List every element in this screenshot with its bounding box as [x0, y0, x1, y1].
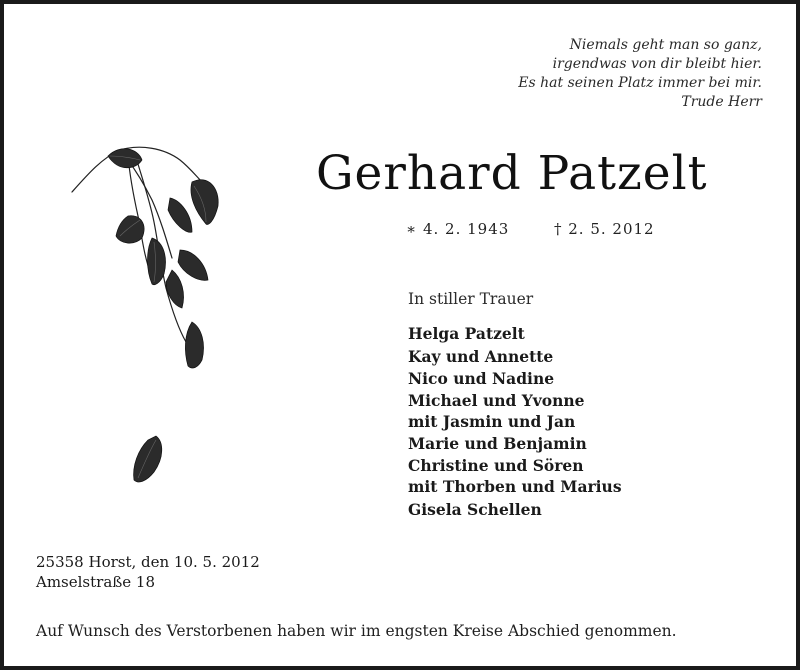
mourning-text: In stiller Trauer: [408, 290, 534, 308]
street-address: Amselstraße 18: [36, 573, 156, 591]
mourner-name: Kay und Annette: [408, 346, 554, 366]
quote-line: Es hat seinen Platz immer bei mir.: [518, 75, 762, 91]
quote-line: irgendwas von dir bleibt hier.: [552, 56, 762, 72]
mourner-name: Marie und Benjamin: [408, 434, 587, 454]
deceased-name: Gerhard Patzelt: [316, 146, 708, 201]
mourner-name: Michael und Yvonne: [408, 390, 585, 410]
death-date: † 2. 5. 2012: [554, 220, 655, 238]
mourner-name: Gisela Schellen: [408, 499, 542, 519]
mourner-name: mit Thorben und Marius: [408, 476, 622, 496]
place-and-date: 25358 Horst, den 10. 5. 2012: [36, 553, 260, 571]
quote-author: Trude Herr: [681, 94, 762, 110]
mourners-list: [408, 323, 622, 521]
mourner-name: Helga Patzelt: [408, 324, 525, 343]
birth-date: ∗ 4. 2. 1943: [406, 220, 510, 238]
mourner-name: Christine und Sören: [408, 455, 584, 475]
quote-block: [518, 36, 762, 112]
birch-branch-illustration: [68, 138, 238, 498]
mourner-name: mit Jasmin und Jan: [408, 411, 576, 431]
mourner-name: Nico und Nadine: [408, 369, 555, 389]
farewell-note: Auf Wunsch des Verstorbenen haben wir im engsten Kreise Abschied genommen.: [36, 622, 677, 640]
quote-line: Niemals geht man so ganz,: [569, 37, 762, 53]
